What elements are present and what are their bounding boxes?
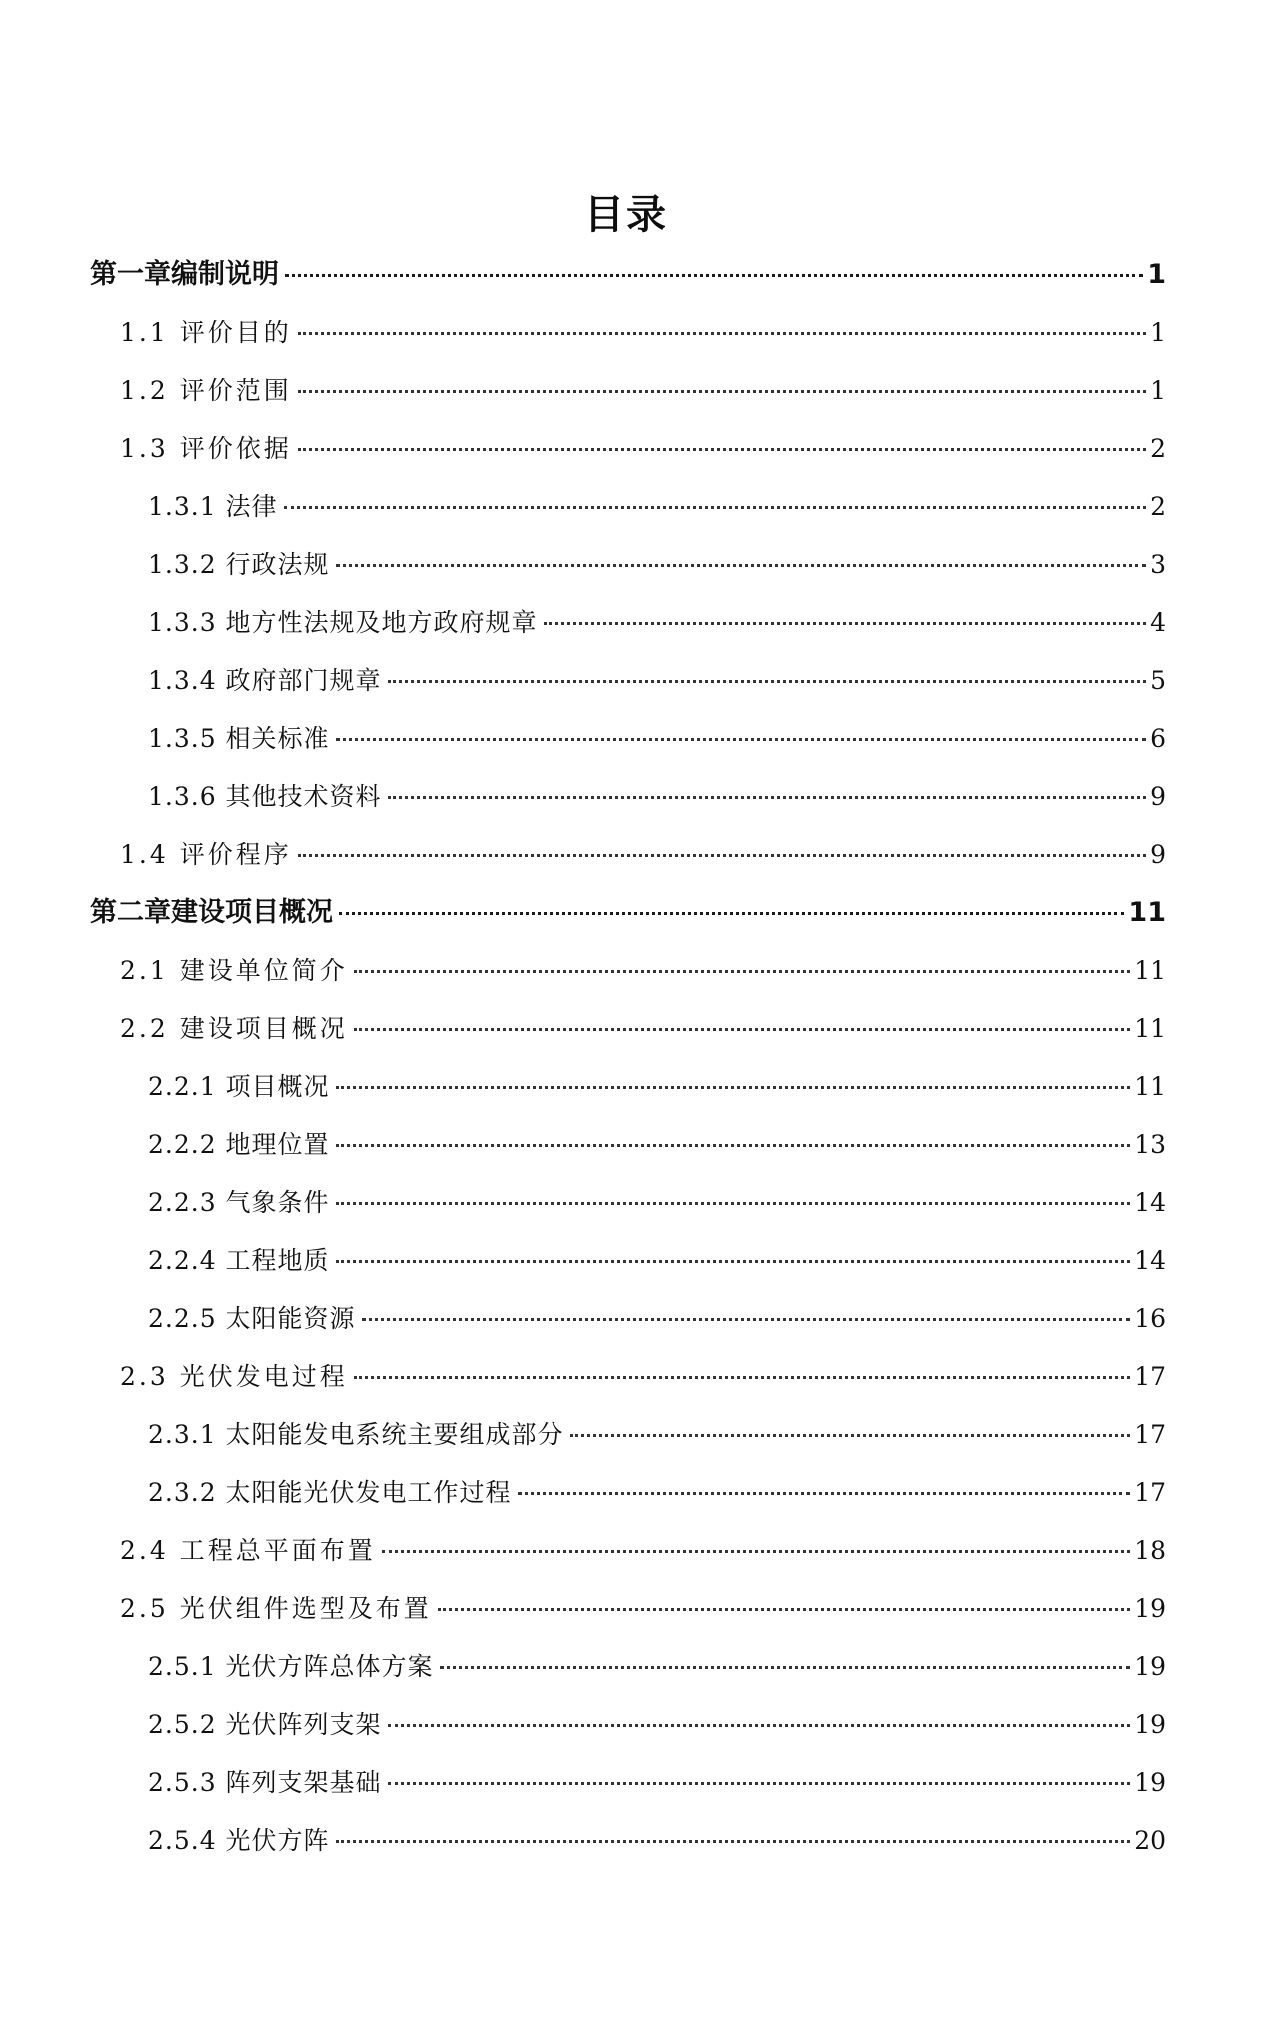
toc-entry-row [148,1470,1166,1516]
dot-leader [362,1318,1131,1321]
toc-entry-row [148,484,1166,530]
toc-entry-label: 2.2.3 气象条件 [148,1188,330,1217]
dot-leader [388,1724,1131,1727]
toc-entry-page-number: 2 [1150,492,1166,521]
toc-entry-row [90,890,1166,936]
toc-entry-level-3[interactable] [0,1122,1280,1180]
toc-entry-page-number: 17 [1134,1420,1166,1449]
toc-entry-label: 1.3.5 相关标准 [148,724,330,753]
dot-leader [336,1202,1131,1205]
toc-entry-page-number: 6 [1150,724,1166,753]
toc-entry-label: 2.5.2 光伏阵列支架 [148,1710,382,1739]
toc-entry-level-3[interactable] [0,600,1280,658]
toc-entry-level-2[interactable] [0,1586,1280,1644]
toc-entry-label: 2.4 工程总平面布置 [120,1536,376,1565]
toc-entry-row [90,252,1166,298]
toc-entry-page-number: 19 [1134,1594,1166,1623]
toc-entry-row [120,948,1166,994]
toc-entry-level-3[interactable] [0,1412,1280,1470]
toc-entry-level-2[interactable] [0,1006,1280,1064]
dot-leader [285,274,1143,277]
toc-entry-label: 2.5.3 阵列支架基础 [148,1768,382,1797]
toc-entry-row [120,1006,1166,1052]
dot-leader [388,680,1147,683]
toc-entry-row [120,368,1166,414]
toc-entry-label: 1.3.2 行政法规 [148,550,330,579]
toc-entry-level-3[interactable] [0,774,1280,832]
toc-entry-level-3[interactable] [0,716,1280,774]
toc-entry-row [148,658,1166,704]
toc-entry-page-number: 11 [1134,956,1166,985]
toc-entry-page-number: 19 [1134,1652,1166,1681]
toc-entry-label: 第一章编制说明 [90,259,279,290]
dot-leader [336,1840,1131,1843]
toc-entry-level-2[interactable] [0,1528,1280,1586]
toc-entry-label: 1.3 评价依据 [120,434,292,463]
toc-entry-label: 1.2 评价范围 [120,376,292,405]
toc-entry-level-3[interactable] [0,484,1280,542]
dot-leader [298,448,1146,451]
toc-entry-label: 1.3.6 其他技术资料 [148,782,382,811]
dot-leader [440,1666,1131,1669]
toc-entry-level-3[interactable] [0,658,1280,716]
toc-entry-label: 2.2.5 太阳能资源 [148,1304,356,1333]
toc-entry-level-1[interactable] [0,890,1280,948]
toc-entry-level-3[interactable] [0,1644,1280,1702]
toc-entry-row [148,1818,1166,1864]
dot-leader [298,390,1146,393]
dot-leader [339,912,1124,915]
page-title: 目录 [584,192,668,238]
dot-leader [570,1434,1131,1437]
dot-leader [298,332,1146,335]
toc-entry-row [148,774,1166,820]
dot-leader [336,738,1147,741]
toc-entry-page-number: 19 [1134,1710,1166,1739]
toc-entry-level-3[interactable] [0,1064,1280,1122]
toc-entry-label: 2.3.2 太阳能光伏发电工作过程 [148,1478,512,1507]
toc-entry-level-2[interactable] [0,310,1280,368]
toc-entry-row [148,1122,1166,1168]
toc-entry-page-number: 17 [1134,1478,1166,1507]
toc-entry-label: 2.2 建设项目概况 [120,1014,348,1043]
toc-entry-row [148,1702,1166,1748]
toc-entry-label: 2.1 建设单位简介 [120,956,348,985]
toc-entry-page-number: 11 [1134,1014,1166,1043]
dot-leader [336,1260,1131,1263]
toc-entry-label: 第二章建设项目概况 [90,897,333,928]
dot-leader [544,622,1147,625]
toc-entry-level-1[interactable] [0,252,1280,310]
toc-entry-label: 2.2.2 地理位置 [148,1130,330,1159]
dot-leader [336,1086,1131,1089]
toc-entry-page-number: 9 [1150,840,1166,869]
toc-entry-page-number: 4 [1150,608,1166,637]
dot-leader [354,970,1130,973]
toc-entry-level-2[interactable] [0,948,1280,1006]
toc-entry-page-number: 11 [1128,897,1166,928]
toc-entry-page-number: 1 [1150,318,1166,347]
toc-entry-row [148,1760,1166,1806]
toc-entry-row [148,1412,1166,1458]
toc-entry-level-3[interactable] [0,1702,1280,1760]
toc-entry-page-number: 18 [1134,1536,1166,1565]
dot-leader [354,1376,1130,1379]
toc-entry-page-number: 2 [1150,434,1166,463]
toc-entry-row [120,310,1166,356]
toc-entry-label: 1.4 评价程序 [120,840,292,869]
toc-entry-level-3[interactable] [0,1238,1280,1296]
toc-entry-page-number: 3 [1150,550,1166,579]
toc-entry-page-number: 17 [1134,1362,1166,1391]
toc-entry-row [148,1238,1166,1284]
dot-leader [336,564,1147,567]
toc-entry-page-number: 11 [1134,1072,1166,1101]
toc-entry-label: 2.3.1 太阳能发电系统主要组成部分 [148,1420,564,1449]
toc-entry-label: 2.5.1 光伏方阵总体方案 [148,1652,434,1681]
dot-leader [354,1028,1130,1031]
toc-entry-level-3[interactable] [0,1760,1280,1818]
toc-entry-row [148,600,1166,646]
toc-entry-page-number: 1 [1150,376,1166,405]
toc-entry-row [120,1586,1166,1632]
toc-entry-level-3[interactable] [0,1296,1280,1354]
dot-leader [388,796,1147,799]
dot-leader [388,1782,1131,1785]
toc-entry-row [120,1528,1166,1574]
toc-entry-page-number: 13 [1134,1130,1166,1159]
toc-entry-label: 1.3.1 法律 [148,492,278,521]
toc-entry-row [148,1180,1166,1226]
dot-leader [382,1550,1130,1553]
toc-entry-label: 1.1 评价目的 [120,318,292,347]
dot-leader [438,1608,1130,1611]
toc-entry-level-2[interactable] [0,1354,1280,1412]
dot-leader [518,1492,1131,1495]
dot-leader [298,854,1146,857]
toc-entry-page-number: 1 [1147,259,1166,290]
toc-entry-row [148,1296,1166,1342]
toc-entry-level-2[interactable] [0,368,1280,426]
table-of-contents [0,252,1280,1876]
toc-entry-level-3[interactable] [0,1818,1280,1876]
dot-leader [336,1144,1131,1147]
dot-leader [284,506,1147,509]
toc-entry-page-number: 14 [1134,1246,1166,1275]
toc-entry-level-2[interactable] [0,832,1280,890]
toc-entry-label: 2.2.1 项目概况 [148,1072,330,1101]
toc-entry-row [148,1644,1166,1690]
toc-entry-row [120,426,1166,472]
toc-entry-row [148,716,1166,762]
toc-entry-label: 1.3.4 政府部门规章 [148,666,382,695]
toc-entry-page-number: 20 [1134,1826,1166,1855]
toc-entry-page-number: 14 [1134,1188,1166,1217]
toc-entry-row [148,542,1166,588]
toc-entry-level-2[interactable] [0,426,1280,484]
toc-entry-row [148,1064,1166,1110]
toc-entry-label: 1.3.3 地方性法规及地方政府规章 [148,608,538,637]
toc-entry-level-3[interactable] [0,542,1280,600]
toc-entry-page-number: 9 [1150,782,1166,811]
toc-entry-label: 2.5 光伏组件选型及布置 [120,1594,432,1623]
toc-entry-label: 2.3 光伏发电过程 [120,1362,348,1391]
toc-entry-level-3[interactable] [0,1180,1280,1238]
toc-entry-page-number: 19 [1134,1768,1166,1797]
toc-entry-label: 2.5.4 光伏方阵 [148,1826,330,1855]
toc-entry-page-number: 16 [1134,1304,1166,1333]
toc-entry-label: 2.2.4 工程地质 [148,1246,330,1275]
toc-entry-row [120,832,1166,878]
toc-entry-level-3[interactable] [0,1470,1280,1528]
toc-entry-row [120,1354,1166,1400]
toc-entry-page-number: 5 [1150,666,1166,695]
